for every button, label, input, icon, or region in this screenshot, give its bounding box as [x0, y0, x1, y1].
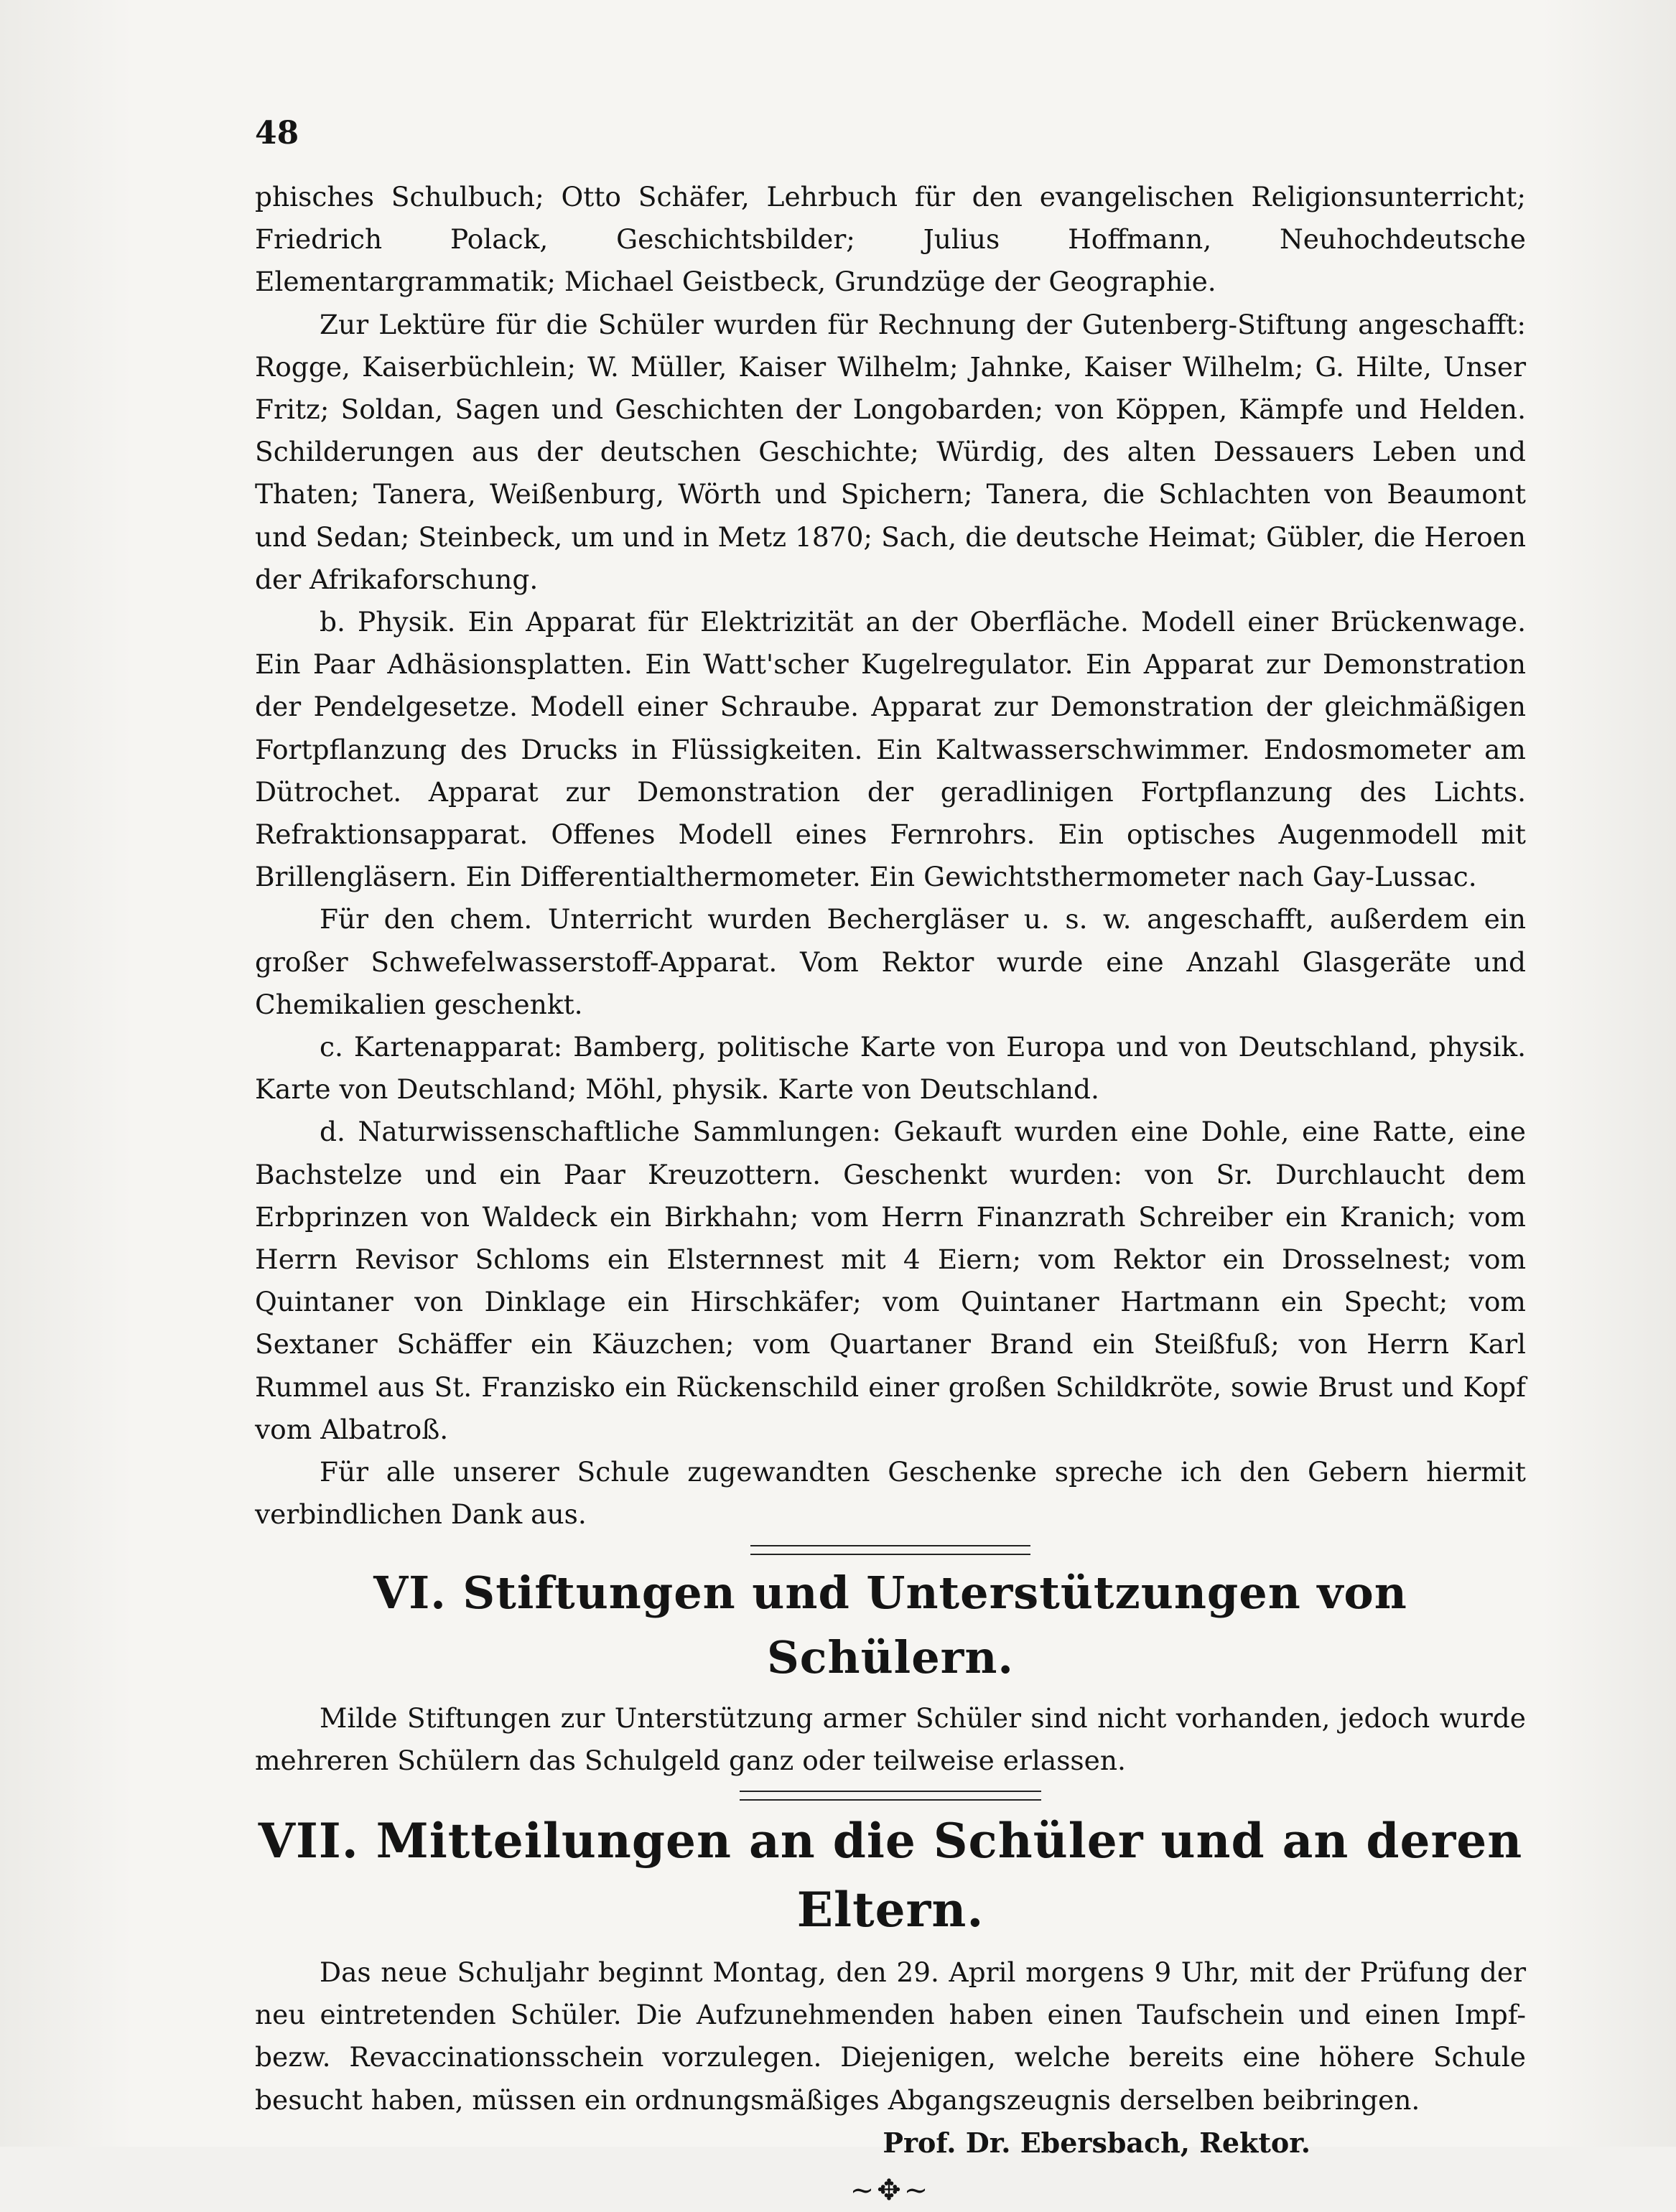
paragraph-physik: b. Physik. Ein Apparat für Elektrizität an der Oberfläche. Modell einer Brückenwage. Ein Paar Adhäsionsplatten. Ein Watt'scher Kugelregulator. Ein Apparat zur Demonstration der Pendelgesetze. Modell einer Schraube. Apparat zur Demonstration der gleichmäßigen Fortpflanzung des Drucks in Flüssigkeiten. Ein Kaltwasserschwimmer. Endosmometer am Dütrochet. Apparat zur Demonstration der geradlinigen Fortpflanzung des Lichts. Refraktionsapparat. Offenes Modell eines Fernrohrs. Ein optisches Augenmodell mit Brillengläsern. Ein Differentialthermometer. Ein Gewichtsthermometer nach Gay-Lussac. — [255, 606, 1526, 893]
paragraph: Für den chem. Unterricht wurden Bechergläser u. s. w. angeschafft, außerdem ein großer Schwefelwasserstoff-Apparat. Vom Rektor wurde eine Anzahl Glasgeräte und Chemikalien geschenkt. — [255, 903, 1526, 1020]
paragraph-kartenapparat: c. Kartenapparat: Bamberg, politische Karte von Europa und von Deutschland, physik. Karte von Deutschland; Möhl, physik. Karte von Deutschland. — [255, 1031, 1526, 1106]
paragraph: Zur Lektüre für die Schüler wurden für Rechnung der Gutenberg-Stiftung angeschafft: Rogge, Kaiserbüchlein; W. Müller, Kaiser Wilhelm; Jahnke, Kaiser Wilhelm; G. Hilte, Unser Fritz; Soldan, Sagen und Geschichten der Longobarden; von Köppen, Kämpfe und Helden. Schilderungen aus der deutschen Geschichte; Würdig, des alten Dessauers Leben und Thaten; Tanera, Weißenburg, Wörth und Spichern; Tanera, die Schlachten von Beaumont und Sedan; Steinbeck, um und in Metz 1870; Sach, die deutsche Heimat; Gübler, die Heroen der Afrikaforschung. — [255, 308, 1526, 595]
paragraph-stiftungen: Milde Stiftungen zur Unterstützung armer Schüler sind nicht vorhanden, jedoch wurde mehreren Schülern das Schulgeld ganz oder teilweise erlassen. — [255, 1702, 1526, 1776]
page-number: 48 — [255, 115, 299, 151]
section-heading-vi: VI. Stiftungen und Unterstützungen von Schülern. — [373, 1566, 1407, 1684]
section-heading-vii: VII. Mitteilungen an die Schüler und an deren Eltern. — [258, 1812, 1523, 1938]
paragraph-sammlungen: d. Naturwissenschaftliche Sammlungen: Gekauft wurden eine Dohle, eine Ratte, eine Bachstelze und ein Paar Kreuzottern. Geschenkt wurden: von Sr. Durchlaucht dem Erbprinzen von Waldeck ein Birkhahn; vom Herrn Finanzrath Schreiber ein Kranich; vom Herrn Revisor Schloms ein Elsternnest mit 4 Eiern; vom Rektor ein Drosselnest; vom Quintaner von Dinklage ein Hirschkäfer; vom Quintaner Hartmann ein Specht; vom Sextaner Schäffer ein Käuzchen; vom Quartaner Brand ein Steißfuß; von Herrn Karl Rummel aus St. Franzisko ein Rückenschild einer großen Schildkröte, sowie Brust und Kopf vom Albatroß. — [255, 1116, 1526, 1445]
section-divider — [740, 1791, 1041, 1801]
section-divider — [750, 1545, 1030, 1555]
signature: Prof. Dr. Ebersbach, Rektor. — [883, 2126, 1310, 2159]
paragraph: phisches Schulbuch; Otto Schäfer, Lehrbuch für den evangelischen Religionsunterricht; Friedrich Polack, Geschichtsbilder; Julius Hoffmann, Neuhochdeutsche Elementargrammatik; Michael Geistbeck, Grundzüge der Geographie. — [255, 181, 1526, 298]
paragraph-dank: Für alle unserer Schule zugewandten Geschenke spreche ich den Gebern hiermit verbindlichen Dank aus. — [255, 1456, 1526, 1531]
page-body — [255, 176, 1526, 2212]
end-ornament: ~✥~ — [849, 2173, 931, 2207]
paragraph-mitteilungen: Das neue Schuljahr beginnt Montag, den 29. April morgens 9 Uhr, mit der Prüfung der neu eintretenden Schüler. Die Aufzunehmenden haben einen Taufschein und einen Impf- bezw. Revaccinationsschein vorzulegen. Diejenigen, welche bereits eine höhere Schule besucht haben, müssen ein ordnungsmäßiges Abgangszeugnis derselben beibringen. — [255, 1956, 1526, 2116]
